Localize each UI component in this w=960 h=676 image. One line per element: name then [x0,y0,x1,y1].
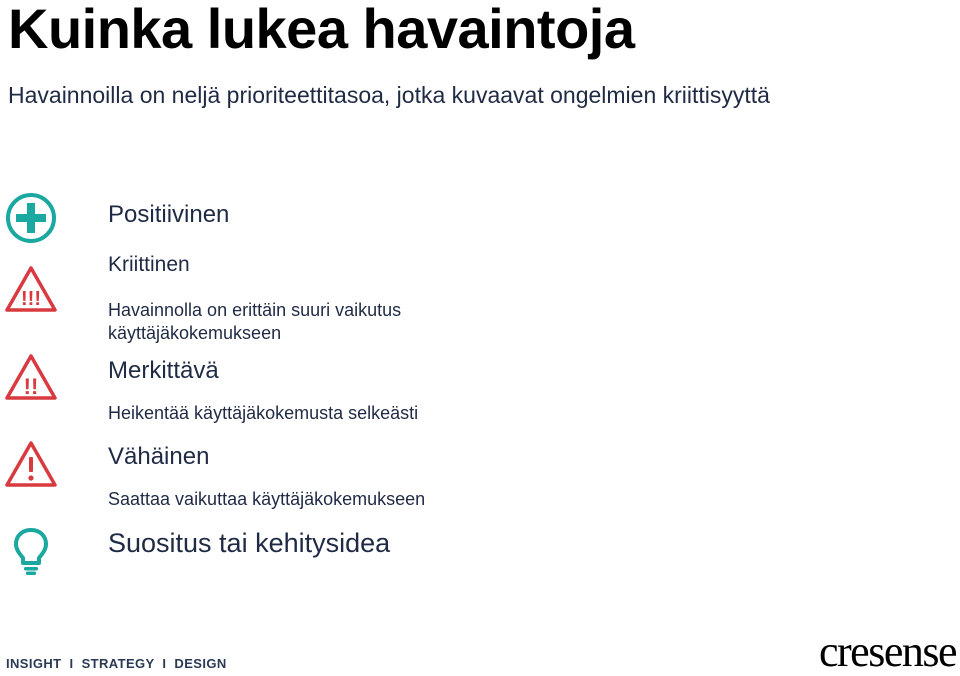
significant-label: Merkittävä [108,357,219,384]
subtitle-emphasis: neljä prioriteettitasoa, [171,82,391,108]
cresense-logo: cresense [818,627,956,676]
critical-description-line-1: Havainnolla on erittäin suuri vaikutus [108,300,402,320]
critical-label: Kriittinen [108,253,190,276]
double-exclamation-warning-icon [4,352,58,402]
svg-text:!!: !! [23,374,39,399]
single-exclamation-warning-icon [4,439,58,489]
page-subtitle [8,82,770,109]
significant-description: Heikentää käyttäjäkokemusta selkeästi [108,403,419,423]
suggestion-label: Suositus tai kehitysidea [108,528,391,558]
page-title: Kuinka lukea havaintoja [8,0,635,60]
svg-text:!!!: !!! [21,288,41,310]
footer-tagline: INSIGHT I STRATEGY I DESIGN [6,656,227,671]
lightbulb-icon [12,526,50,576]
critical-description-line-2: käyttäjäkokemukseen [108,323,282,343]
minor-description: Saattaa vaikuttaa käyttäjäkokemukseen [108,489,426,509]
subtitle-text-start: Havainnoilla on [8,82,172,108]
triple-exclamation-warning-icon [4,264,58,314]
plus-circle-icon [5,192,57,244]
minor-label: Vähäinen [108,443,210,470]
subtitle-text-end: jotka kuvaavat ongelmien kriittisyyttä [390,82,770,108]
positive-label: Positiivinen [108,201,230,228]
